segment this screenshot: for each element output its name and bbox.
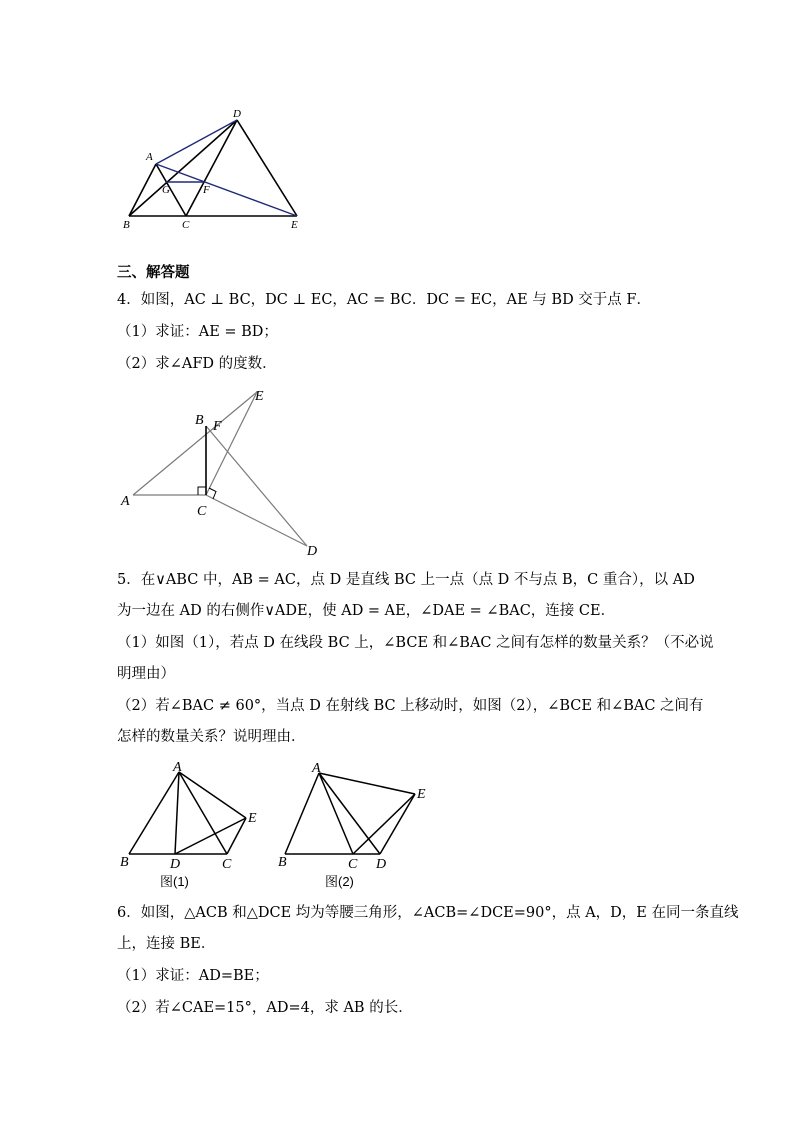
label-A: A (121, 494, 130, 509)
q4-statement: 4．如图，AC ⊥ BC，DC ⊥ EC，AC = BC．DC = EC，AE 与 BD 交于点 F． (117, 292, 651, 308)
q5-part1-line2: 明理由） (117, 666, 175, 682)
label-C: C (222, 857, 232, 872)
label-E: E (255, 389, 264, 404)
seg-AB (129, 772, 179, 854)
q5-part2-line1: （2）若∠BAC ≠ 60°，当点 D 在射线 BC 上移动时，如图（2），∠BCE 和∠BAC 之间有 (117, 698, 704, 714)
label-B: B (195, 413, 204, 428)
seg-AD (175, 772, 179, 854)
label-B: B (120, 855, 129, 870)
label-F: F (203, 184, 210, 196)
q4-figure (115, 382, 335, 560)
seg-DE (237, 120, 297, 216)
seg-CD (206, 495, 307, 546)
q6-part1: （1）求证：AD=BE； (117, 968, 269, 984)
seg-DE (380, 794, 415, 854)
label-A: A (146, 151, 153, 163)
label-G: G (162, 184, 170, 196)
seg-CE (206, 392, 257, 495)
q6-line1: 6．如图，△ACB 和△DCE 均为等腰三角形，∠ACB=∠DCE=90°，点 A，D，E 在同一条直线 (117, 905, 739, 921)
q5-line2: 为一边在 AD 的右侧作∨ADE，使 AD = AE，∠DAE = ∠BAC，连接 CE． (117, 603, 616, 619)
q5-line1: 5．在∨ABC 中，AB = AC，点 D 是直线 BC 上一点（点 D 不与点 B，C 重合），以 AD (117, 572, 695, 588)
q4-part2: （2）求∠AFD 的度数． (117, 356, 277, 372)
seg-DB (129, 120, 237, 216)
label-C: C (197, 504, 207, 519)
seg-AE (179, 772, 246, 818)
label-D: D (376, 857, 387, 872)
figure-1-diagram (118, 106, 318, 234)
seg-AE (156, 164, 297, 216)
q6-part2: （2）若∠CAE=15°，AD=4，求 AB 的长． (117, 1000, 413, 1016)
seg-DE (175, 818, 246, 854)
label-C: C (348, 857, 358, 872)
section-heading: 三、解答题 (117, 264, 190, 281)
figure-caption-2: 图(2) (325, 874, 354, 889)
seg-AB (129, 164, 156, 216)
seg-CE (353, 794, 415, 854)
label-A: A (173, 760, 182, 775)
label-B: B (278, 855, 287, 870)
label-B: B (123, 219, 130, 231)
seg-AE (319, 773, 415, 794)
q5-part1-line1: （1）如图（1），若点 D 在线段 BC 上，∠BCE 和∠BAC 之间有怎样的数量关系？（不必说 (117, 635, 714, 651)
label-D: D (307, 544, 318, 559)
label-D: D (170, 857, 181, 872)
seg-AC (179, 772, 227, 854)
seg-AB (285, 773, 319, 854)
figure-caption-1: 图(1) (160, 874, 189, 889)
label-E: E (248, 811, 257, 826)
label-E: E (291, 219, 298, 231)
q4-part1: （1）求证：AE = BD； (117, 324, 278, 340)
q5-figure-1 (115, 758, 275, 893)
label-E: E (417, 787, 426, 802)
seg-AC (156, 164, 186, 216)
q5-figure-2 (272, 758, 442, 893)
label-F: F (213, 419, 222, 434)
seg-AD (319, 773, 380, 854)
q6-line2: 上，连接 BE． (117, 936, 216, 952)
seg-AE (133, 392, 257, 495)
seg-AC (319, 773, 353, 854)
label-D: D (233, 108, 241, 120)
seg-BD (206, 426, 307, 546)
label-A: A (312, 761, 321, 776)
q5-part2-line2: 怎样的数量关系？说明理由． (117, 729, 306, 745)
right-angle-mark-ACB (198, 487, 206, 495)
label-C: C (182, 219, 190, 231)
